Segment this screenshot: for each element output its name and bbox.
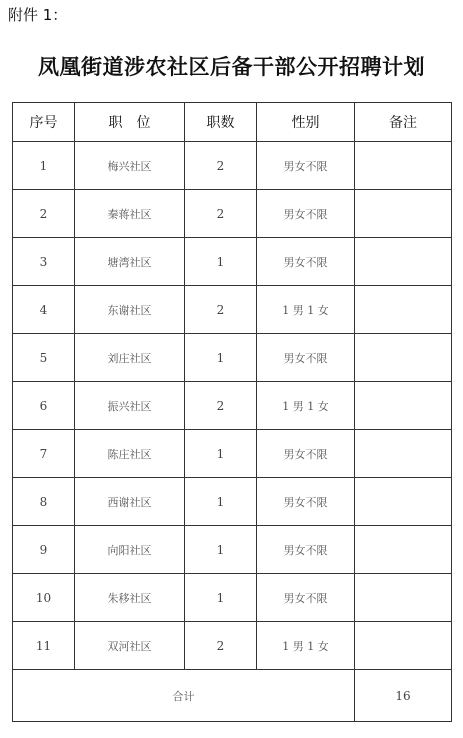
table-row [13, 238, 452, 286]
header-serial-number: 序号 [13, 103, 75, 142]
serial-number-cell: 10 [13, 574, 75, 622]
serial-number-cell: 8 [13, 478, 75, 526]
note-cell [355, 238, 452, 286]
table-header-row [13, 103, 452, 142]
count-cell: 1 [185, 574, 257, 622]
position-cell: 梅兴社区 [75, 142, 185, 190]
header-gender: 性别 [257, 103, 355, 142]
total-row [13, 670, 452, 722]
serial-number-cell: 2 [13, 190, 75, 238]
attachment-label: 附件 1： [8, 6, 68, 24]
gender-cell: 男女不限 [257, 142, 355, 190]
note-cell [355, 622, 452, 670]
note-cell [355, 190, 452, 238]
gender-cell: 男女不限 [257, 526, 355, 574]
gender-cell: 男女不限 [257, 574, 355, 622]
gender-cell: 1 男 1 女 [257, 382, 355, 430]
position-cell: 双河社区 [75, 622, 185, 670]
total-label: 合计 [13, 670, 355, 722]
note-cell [355, 334, 452, 382]
table-row [13, 334, 452, 382]
gender-cell: 1 男 1 女 [257, 622, 355, 670]
position-cell: 陈庄社区 [75, 430, 185, 478]
note-cell [355, 430, 452, 478]
table-row [13, 430, 452, 478]
note-cell [355, 286, 452, 334]
header-count: 职数 [185, 103, 257, 142]
count-cell: 2 [185, 382, 257, 430]
table-row [13, 382, 452, 430]
document-title: 凤凰街道涉农社区后备干部公开招聘计划 [38, 54, 425, 79]
position-cell: 向阳社区 [75, 526, 185, 574]
table-row [13, 622, 452, 670]
gender-cell: 男女不限 [257, 430, 355, 478]
serial-number-cell: 5 [13, 334, 75, 382]
position-cell: 朱移社区 [75, 574, 185, 622]
serial-number-cell: 7 [13, 430, 75, 478]
position-cell: 西谢社区 [75, 478, 185, 526]
count-cell: 2 [185, 286, 257, 334]
gender-cell: 男女不限 [257, 334, 355, 382]
note-cell [355, 142, 452, 190]
table-row [13, 526, 452, 574]
position-cell: 东谢社区 [75, 286, 185, 334]
count-cell: 1 [185, 334, 257, 382]
table-row [13, 190, 452, 238]
note-cell [355, 574, 452, 622]
header-note: 备注 [355, 103, 452, 142]
count-cell: 1 [185, 430, 257, 478]
count-cell: 2 [185, 142, 257, 190]
gender-cell: 男女不限 [257, 238, 355, 286]
count-cell: 1 [185, 238, 257, 286]
count-cell: 2 [185, 622, 257, 670]
position-cell: 刘庄社区 [75, 334, 185, 382]
position-cell: 振兴社区 [75, 382, 185, 430]
serial-number-cell: 9 [13, 526, 75, 574]
gender-cell: 男女不限 [257, 190, 355, 238]
gender-cell: 男女不限 [257, 478, 355, 526]
header-position: 职 位 [75, 103, 185, 142]
serial-number-cell: 4 [13, 286, 75, 334]
position-cell: 秦蒋社区 [75, 190, 185, 238]
total-value: 16 [355, 670, 452, 722]
note-cell [355, 478, 452, 526]
note-cell [355, 526, 452, 574]
serial-number-cell: 6 [13, 382, 75, 430]
count-cell: 1 [185, 526, 257, 574]
table-row [13, 574, 452, 622]
serial-number-cell: 3 [13, 238, 75, 286]
serial-number-cell: 1 [13, 142, 75, 190]
table-row [13, 142, 452, 190]
serial-number-cell: 11 [13, 622, 75, 670]
table-row [13, 286, 452, 334]
count-cell: 1 [185, 478, 257, 526]
position-cell: 塘湾社区 [75, 238, 185, 286]
count-cell: 2 [185, 190, 257, 238]
note-cell [355, 382, 452, 430]
recruitment-plan-table [12, 102, 452, 722]
gender-cell: 1 男 1 女 [257, 286, 355, 334]
table-row [13, 478, 452, 526]
